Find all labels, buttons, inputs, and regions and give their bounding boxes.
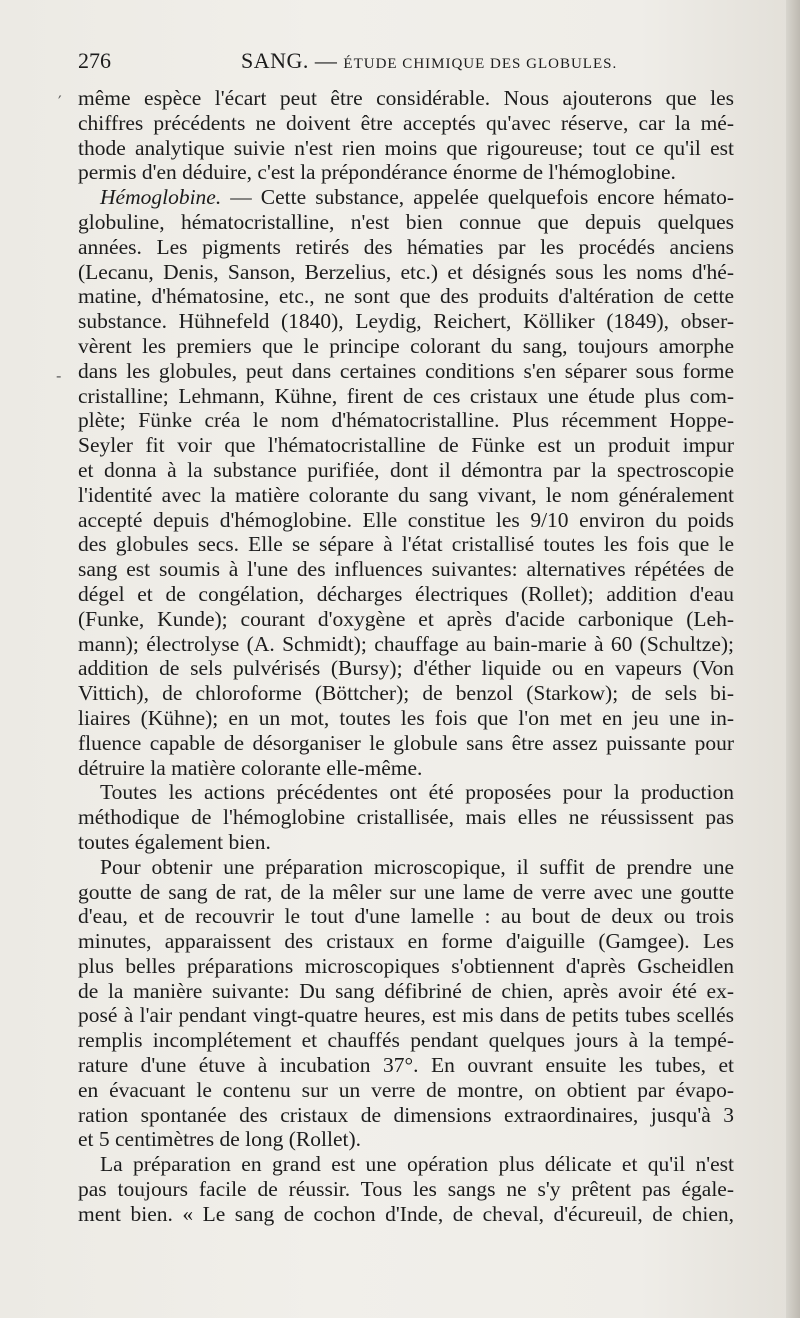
text-line: de la manière suivante: Du sang défibriné de chien, après avoir été ex- bbox=[78, 978, 734, 1003]
text-line: mann); électrolyse (A. Schmidt); chauffage au bain-marie à 60 (Schultze); bbox=[78, 631, 734, 656]
text-line: chiffres précédents ne doivent être acceptés qu'avec réserve, car la mé- bbox=[78, 110, 734, 135]
text-line: liaires (Kühne); en un mot, toutes les fois que l'on met en jeu une in- bbox=[78, 705, 734, 730]
text-line: ment bien. « Le sang de cochon d'Inde, de cheval, d'écureuil, de chien, bbox=[78, 1201, 734, 1226]
text-line: années. Les pigments retirés des hématies par les procédés anciens bbox=[78, 234, 734, 259]
text-line: toutes également bien. bbox=[78, 829, 271, 854]
text-line: (Lecanu, Denis, Sanson, Berzelius, etc.) et désignés sous les noms d'hé- bbox=[78, 259, 734, 284]
text-line: matine, d'hématosine, etc., ne sont que des produits d'altération de cette bbox=[78, 284, 734, 309]
paragraph bbox=[78, 780, 734, 854]
text-line: méthodique de l'hémoglobine cristallisée, mais elles ne réussissent pas bbox=[78, 805, 734, 830]
text-line: détruire la matière colorante elle-même. bbox=[78, 755, 423, 780]
title-separator: — bbox=[314, 48, 338, 73]
paragraph bbox=[78, 185, 734, 780]
margin-mark: ′ bbox=[58, 92, 62, 111]
text-line: permis d'en déduire, c'est la prépondérance énorme de l'hémoglobine. bbox=[78, 160, 676, 185]
text-line: fluence capable de désorganiser le globule sans être assez puissante pour bbox=[78, 730, 734, 755]
text-line: et donna à la substance purifiée, dont il démontra par la spectroscopie bbox=[78, 457, 734, 482]
margin-mark: - bbox=[56, 366, 62, 385]
text-line: accepté depuis d'hémoglobine. Elle constitue les 9/10 environ du poids bbox=[78, 507, 734, 532]
text-line: Hémoglobine. — Cette substance, appelée quelquefois encore hémato- bbox=[100, 185, 734, 210]
text-line: d'eau, et de recouvrir le tout d'une lamelle : au bout de deux ou trois bbox=[78, 904, 734, 929]
text-line: posé à l'air pendant vingt-quatre heures, est mis dans de petits tubes scellés bbox=[78, 1003, 734, 1028]
text-line: (Funke, Kunde); courant d'oxygène et après d'acide carbonique (Leh- bbox=[78, 606, 734, 631]
text-line: cristalline; Lehmann, Kühne, firent de ces cristaux une étude plus com- bbox=[78, 383, 734, 408]
text-line: thode analytique suivie n'est rien moins que rigoureuse; tout ce qu'il est bbox=[78, 135, 734, 160]
paragraph bbox=[78, 1152, 734, 1226]
text-line: dégel et de congélation, décharges électriques (Rollet); addition d'eau bbox=[78, 581, 734, 606]
section-subtitle: ÉTUDE CHIMIQUE DES GLOBULES. bbox=[343, 56, 618, 72]
text-line: globuline, hématocristalline, n'est bien connue que depuis quelques bbox=[78, 209, 734, 234]
body-text bbox=[78, 86, 734, 1227]
text-line: remplis incomplétement et chauffés pendant quelques jours à la tempé- bbox=[78, 1028, 734, 1053]
text-line: substance. Hühnefeld (1840), Leydig, Reichert, Kölliker (1849), obser- bbox=[78, 309, 734, 334]
text-line: l'identité avec la matière colorante du sang vivant, le nom généralement bbox=[78, 482, 734, 507]
running-title bbox=[241, 48, 617, 74]
text-line: minutes, apparaissent des cristaux en forme d'aiguille (Gamgee). Les bbox=[78, 929, 734, 954]
paragraph bbox=[78, 855, 734, 1153]
text-line: Pour obtenir une préparation microscopique, il suffit de prendre une bbox=[100, 854, 734, 879]
text-line: sang est soumis à l'une des influences suivantes: alternatives répétées de bbox=[78, 557, 734, 582]
text-line: pas toujours facile de réussir. Tous les sangs ne s'y prêtent pas égale- bbox=[78, 1177, 734, 1202]
page-edge-shadow bbox=[786, 0, 800, 1318]
running-header bbox=[78, 48, 738, 80]
text-line: dans les globules, peut dans certaines conditions s'en séparer sous forme bbox=[78, 358, 734, 383]
text-line: Vittich), de chloroforme (Böttcher); de benzol (Starkow); de sels bi- bbox=[78, 681, 734, 706]
section-lead-term: Hémoglobine. bbox=[100, 185, 222, 210]
text-line: goutte de sang de rat, de la mêler sur une lame de verre avec une goutte bbox=[78, 879, 734, 904]
text-line: des globules secs. Elle se sépare à l'état cristallisé toutes les fois que le bbox=[78, 532, 734, 557]
page-number: 276 bbox=[78, 48, 111, 73]
text-line: Toutes les actions précédentes ont été proposées pour la production bbox=[100, 780, 734, 805]
text-line: plus belles préparations microscopiques s'obtiennent d'après Gscheidlen bbox=[78, 953, 734, 978]
text-line: et 5 centimètres de long (Rollet). bbox=[78, 1127, 361, 1152]
paragraph bbox=[78, 86, 734, 185]
text-line: même espèce l'écart peut être considérable. Nous ajouterons que les bbox=[78, 86, 734, 110]
section-title: SANG. bbox=[241, 48, 309, 73]
text-line: addition de sels pulvérisés (Bursy); d'éther liquide ou en vapeurs (Von bbox=[78, 656, 734, 681]
text-line: La préparation en grand est une opération plus délicate et qu'il n'est bbox=[100, 1152, 734, 1177]
text-line: vèrent les premiers que le principe colorant du sang, toujours amorphe bbox=[78, 333, 734, 358]
text-line: plète; Fünke créa le nom d'hématocristalline. Plus récemment Hoppe- bbox=[78, 408, 734, 433]
text-line: rature d'une étuve à incubation 37°. En ouvrant ensuite les tubes, et bbox=[78, 1053, 734, 1078]
text-line: Seyler fit voir que l'hématocristalline de Fünke est un produit impur bbox=[78, 433, 734, 458]
text-line: ration spontanée des cristaux de dimensions extraordinaires, jusqu'à 3 bbox=[78, 1102, 734, 1127]
text-line: en évacuant le contenu sur un verre de montre, on obtient par évapo- bbox=[78, 1077, 734, 1102]
